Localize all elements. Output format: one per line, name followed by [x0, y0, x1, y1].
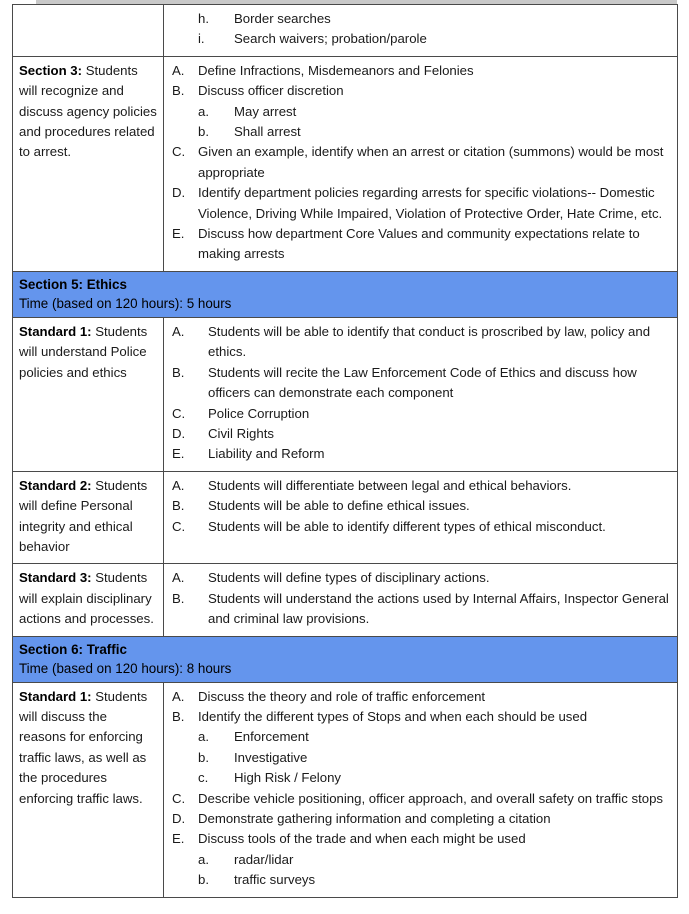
standard-label: Standard 2: — [19, 477, 92, 493]
standard-label: Standard 1: — [19, 323, 92, 339]
outline-text: Students will be able to identify that conduct is proscribed by law, policy and ethics. — [208, 323, 651, 360]
outline-text: Given an example, identify when an arrest or citation (summons) would be most appropriate — [198, 144, 664, 180]
standard-description — [13, 5, 163, 15]
outline-item — [172, 496, 669, 516]
outline-text: Define Infractions, Misdemeanors and Felonies — [198, 62, 474, 78]
outline-item — [172, 476, 669, 496]
standard-text: Students will recognize and discuss agency policies and procedures related to arrest. — [19, 62, 157, 160]
objectives-cell — [164, 317, 678, 471]
standard-text: Students will understand Police policies and ethics — [19, 323, 148, 380]
outline-marker: A. — [172, 477, 185, 493]
outline-marker: b. — [198, 872, 209, 888]
section-title: Section 6: Traffic — [19, 641, 127, 657]
standard-description — [13, 564, 163, 635]
outline-marker: D. — [172, 811, 186, 826]
objectives-cell — [164, 56, 678, 271]
outline-item — [172, 404, 669, 424]
outline-text: Students will be able to identify different types of ethical misconduct. — [208, 518, 606, 534]
outline-item — [172, 81, 669, 101]
outline-item — [172, 142, 669, 183]
outline-marker: B. — [172, 364, 185, 380]
objectives-list-wrap — [164, 318, 677, 471]
outline-text: Identify the different types of Stops and when each should be used — [198, 708, 588, 724]
standard-text: Students will discuss the reasons for enforcing traffic laws, as well as the procedures enforcing traffic laws. — [19, 688, 148, 806]
outline-marker: C. — [172, 144, 186, 160]
outline-text: Discuss officer discretion — [198, 83, 344, 99]
objectives-list — [172, 568, 669, 629]
section-banner — [13, 636, 678, 682]
outline-marker: a. — [198, 729, 209, 745]
table-row — [13, 564, 678, 636]
outline-item — [172, 363, 669, 404]
objectives-cell — [164, 564, 678, 636]
outline-marker: B. — [172, 83, 185, 99]
objectives-list — [172, 9, 669, 50]
outline-marker: b. — [198, 124, 209, 140]
outline-text: Demonstrate gathering information and completing a citation — [198, 811, 551, 826]
outline-marker: E. — [172, 226, 185, 242]
standard-cell — [13, 682, 164, 897]
objectives-cell — [164, 5, 678, 57]
table-row — [13, 56, 678, 271]
outline-item — [172, 589, 669, 630]
outline-text: Discuss tools of the trade and when each might be used — [198, 831, 526, 847]
outline-item — [172, 183, 669, 224]
outline-marker: B. — [172, 708, 185, 724]
outline-text: Police Corruption — [208, 405, 310, 421]
outline-text: Students will define types of disciplinary actions. — [208, 570, 490, 586]
standard-label: Standard 1: — [19, 688, 92, 704]
section-title: Section 5: Ethics — [19, 276, 127, 292]
outline-marker: C. — [172, 790, 186, 806]
outline-item — [172, 809, 669, 829]
outline-marker: A. — [172, 62, 185, 78]
section-time: Time (based on 120 hours): 5 hours — [19, 295, 232, 311]
outline-text: Shall arrest — [234, 124, 301, 140]
outline-item — [172, 768, 669, 788]
outline-text: Investigative — [234, 749, 308, 765]
outline-text: Civil Rights — [208, 425, 274, 441]
outline-text: radar/lidar — [234, 851, 294, 867]
outline-marker: a. — [198, 103, 209, 119]
outline-item — [172, 224, 669, 265]
outline-item — [172, 517, 669, 537]
outline-item — [172, 568, 669, 588]
outline-marker: A. — [172, 570, 185, 586]
outline-marker: C. — [172, 518, 186, 534]
objectives-cell — [164, 471, 678, 564]
standard-text: Students will explain disciplinary actions and processes. — [19, 570, 154, 627]
objectives-list-wrap — [164, 683, 677, 897]
outline-item — [172, 870, 669, 890]
objectives-list — [172, 61, 669, 265]
outline-text: Enforcement — [234, 729, 309, 745]
objectives-list — [172, 476, 669, 537]
standard-label: Standard 3: — [19, 570, 92, 586]
outline-marker: A. — [172, 688, 185, 704]
outline-marker: B. — [172, 590, 185, 606]
outline-marker: a. — [198, 851, 209, 867]
objectives-cell — [164, 682, 678, 897]
outline-item — [172, 687, 669, 707]
section-banner — [13, 271, 678, 317]
outline-text: Border searches — [234, 11, 331, 26]
objectives-list — [172, 322, 669, 465]
table-row — [13, 5, 678, 57]
outline-marker: b. — [198, 749, 209, 765]
section-time: Time (based on 120 hours): 8 hours — [19, 660, 232, 676]
curriculum-table-body — [13, 5, 678, 898]
standard-description — [13, 318, 163, 389]
section-banner-row — [13, 271, 678, 317]
outline-marker: h. — [198, 11, 209, 26]
outline-marker: D. — [172, 185, 186, 201]
outline-text: Students will understand the actions used by Internal Affairs, Inspector General and criminal law provisions. — [208, 590, 669, 627]
outline-text: Students will be able to define ethical issues. — [208, 498, 470, 514]
table-row — [13, 682, 678, 897]
outline-marker: A. — [172, 323, 185, 339]
outline-marker: E. — [172, 831, 185, 847]
outline-text: High Risk / Felony — [234, 770, 342, 786]
outline-marker: c. — [198, 770, 209, 786]
outline-item — [172, 789, 669, 809]
objectives-list-wrap — [164, 5, 677, 56]
objectives-list — [172, 687, 669, 891]
outline-item — [172, 61, 669, 81]
outline-marker: C. — [172, 405, 186, 421]
standard-text: Students will define Personal integrity and ethical behavior — [19, 477, 148, 554]
objectives-list-wrap — [164, 472, 677, 543]
standard-description — [13, 472, 163, 564]
standard-cell — [13, 317, 164, 471]
standard-description — [13, 57, 163, 169]
objectives-list-wrap — [164, 564, 677, 635]
outline-item — [172, 829, 669, 849]
outline-item — [172, 748, 669, 768]
outline-item — [172, 322, 669, 363]
outline-text: May arrest — [234, 103, 297, 119]
outline-marker: i. — [198, 31, 205, 47]
standard-cell — [13, 471, 164, 564]
outline-text: Students will recite the Law Enforcement Code of Ethics and discuss how officers can demonstrate each component — [208, 364, 637, 401]
outline-item — [172, 9, 669, 29]
outline-text: Liability and Reform — [208, 446, 325, 462]
standard-label: Section 3: — [19, 62, 83, 78]
outline-marker: B. — [172, 498, 185, 514]
outline-item — [172, 727, 669, 747]
outline-item — [172, 122, 669, 142]
outline-text: traffic surveys — [234, 872, 316, 888]
outline-marker: E. — [172, 446, 185, 462]
outline-item — [172, 29, 669, 49]
outline-item — [172, 102, 669, 122]
outline-text: Students will differentiate between legal and ethical behaviors. — [208, 477, 572, 493]
objectives-list-wrap — [164, 57, 677, 271]
outline-item — [172, 424, 669, 444]
section-banner-row — [13, 636, 678, 682]
standard-cell — [13, 564, 164, 636]
outline-marker: D. — [172, 425, 186, 441]
outline-text: Identify department policies regarding arrests for specific violations-- Domestic Violence, Driving While Impaired, Violation of Protective Order, Hate Crime, etc. — [198, 185, 663, 221]
curriculum-table — [12, 4, 678, 898]
table-row — [13, 317, 678, 471]
standard-description — [13, 683, 163, 815]
outline-text: Discuss how department Core Values and community expectations relate to making arrests — [198, 226, 640, 262]
standard-cell — [13, 5, 164, 57]
outline-text: Describe vehicle positioning, officer approach, and overall safety on traffic stops — [198, 790, 663, 806]
outline-item — [172, 707, 669, 727]
outline-text: Search waivers; probation/parole — [234, 31, 427, 47]
standard-cell — [13, 56, 164, 271]
outline-item — [172, 850, 669, 870]
table-row — [13, 471, 678, 564]
outline-text: Discuss the theory and role of traffic enforcement — [198, 688, 486, 704]
outline-item — [172, 444, 669, 464]
